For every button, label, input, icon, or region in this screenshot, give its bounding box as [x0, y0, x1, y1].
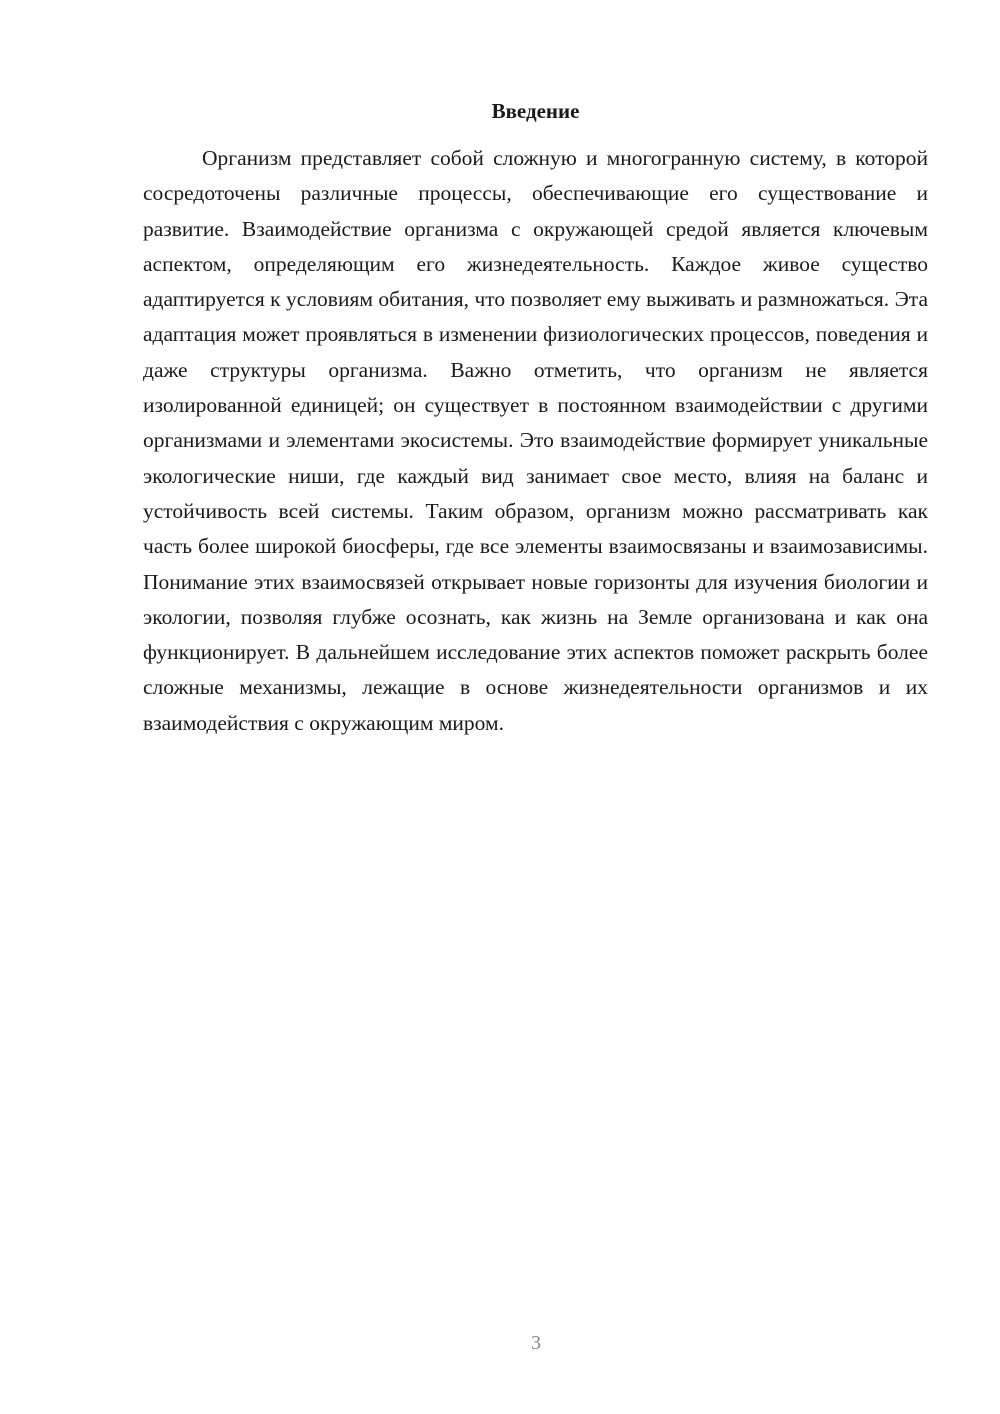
- body-paragraph: Организм представляет собой сложную и многогранную систему, в которой сосредоточены различные процессы, обеспечивающие его существование и развитие. Взаимодействие организма с окружающей средой является ключевым аспектом, определяющим его жизнедеятельность. Каждое живое существо адаптируется к условиям обитания, что позволяет ему выживать и размножаться. Эта адаптация может проявляться в изменении физиологических процессов, поведения и даже структуры организма. Важно отметить, что организм не является изолированной единицей; он существует в постоянном взаимодействии с другими организмами и элементами экосистемы. Это взаимодействие формирует уникальные экологические ниши, где каждый вид занимает свое место, влияя на баланс и устойчивость всей системы. Таким образом, организм можно рассматривать как часть более широкой биосферы, где все элементы взаимосвязаны и взаимозависимы. Понимание этих взаимосвязей открывает новые горизонты для изучения биологии и экологии, позволяя глубже осознать, как жизнь на Земле организована и как она функционирует. В дальнейшем исследование этих аспектов поможет раскрыть более сложные механизмы, лежащие в основе жизнедеятельности организмов и их взаимодействия с окружающим миром.: [143, 146, 928, 735]
- page-number: 3: [531, 1332, 541, 1354]
- section-title: Введение: [491, 99, 580, 123]
